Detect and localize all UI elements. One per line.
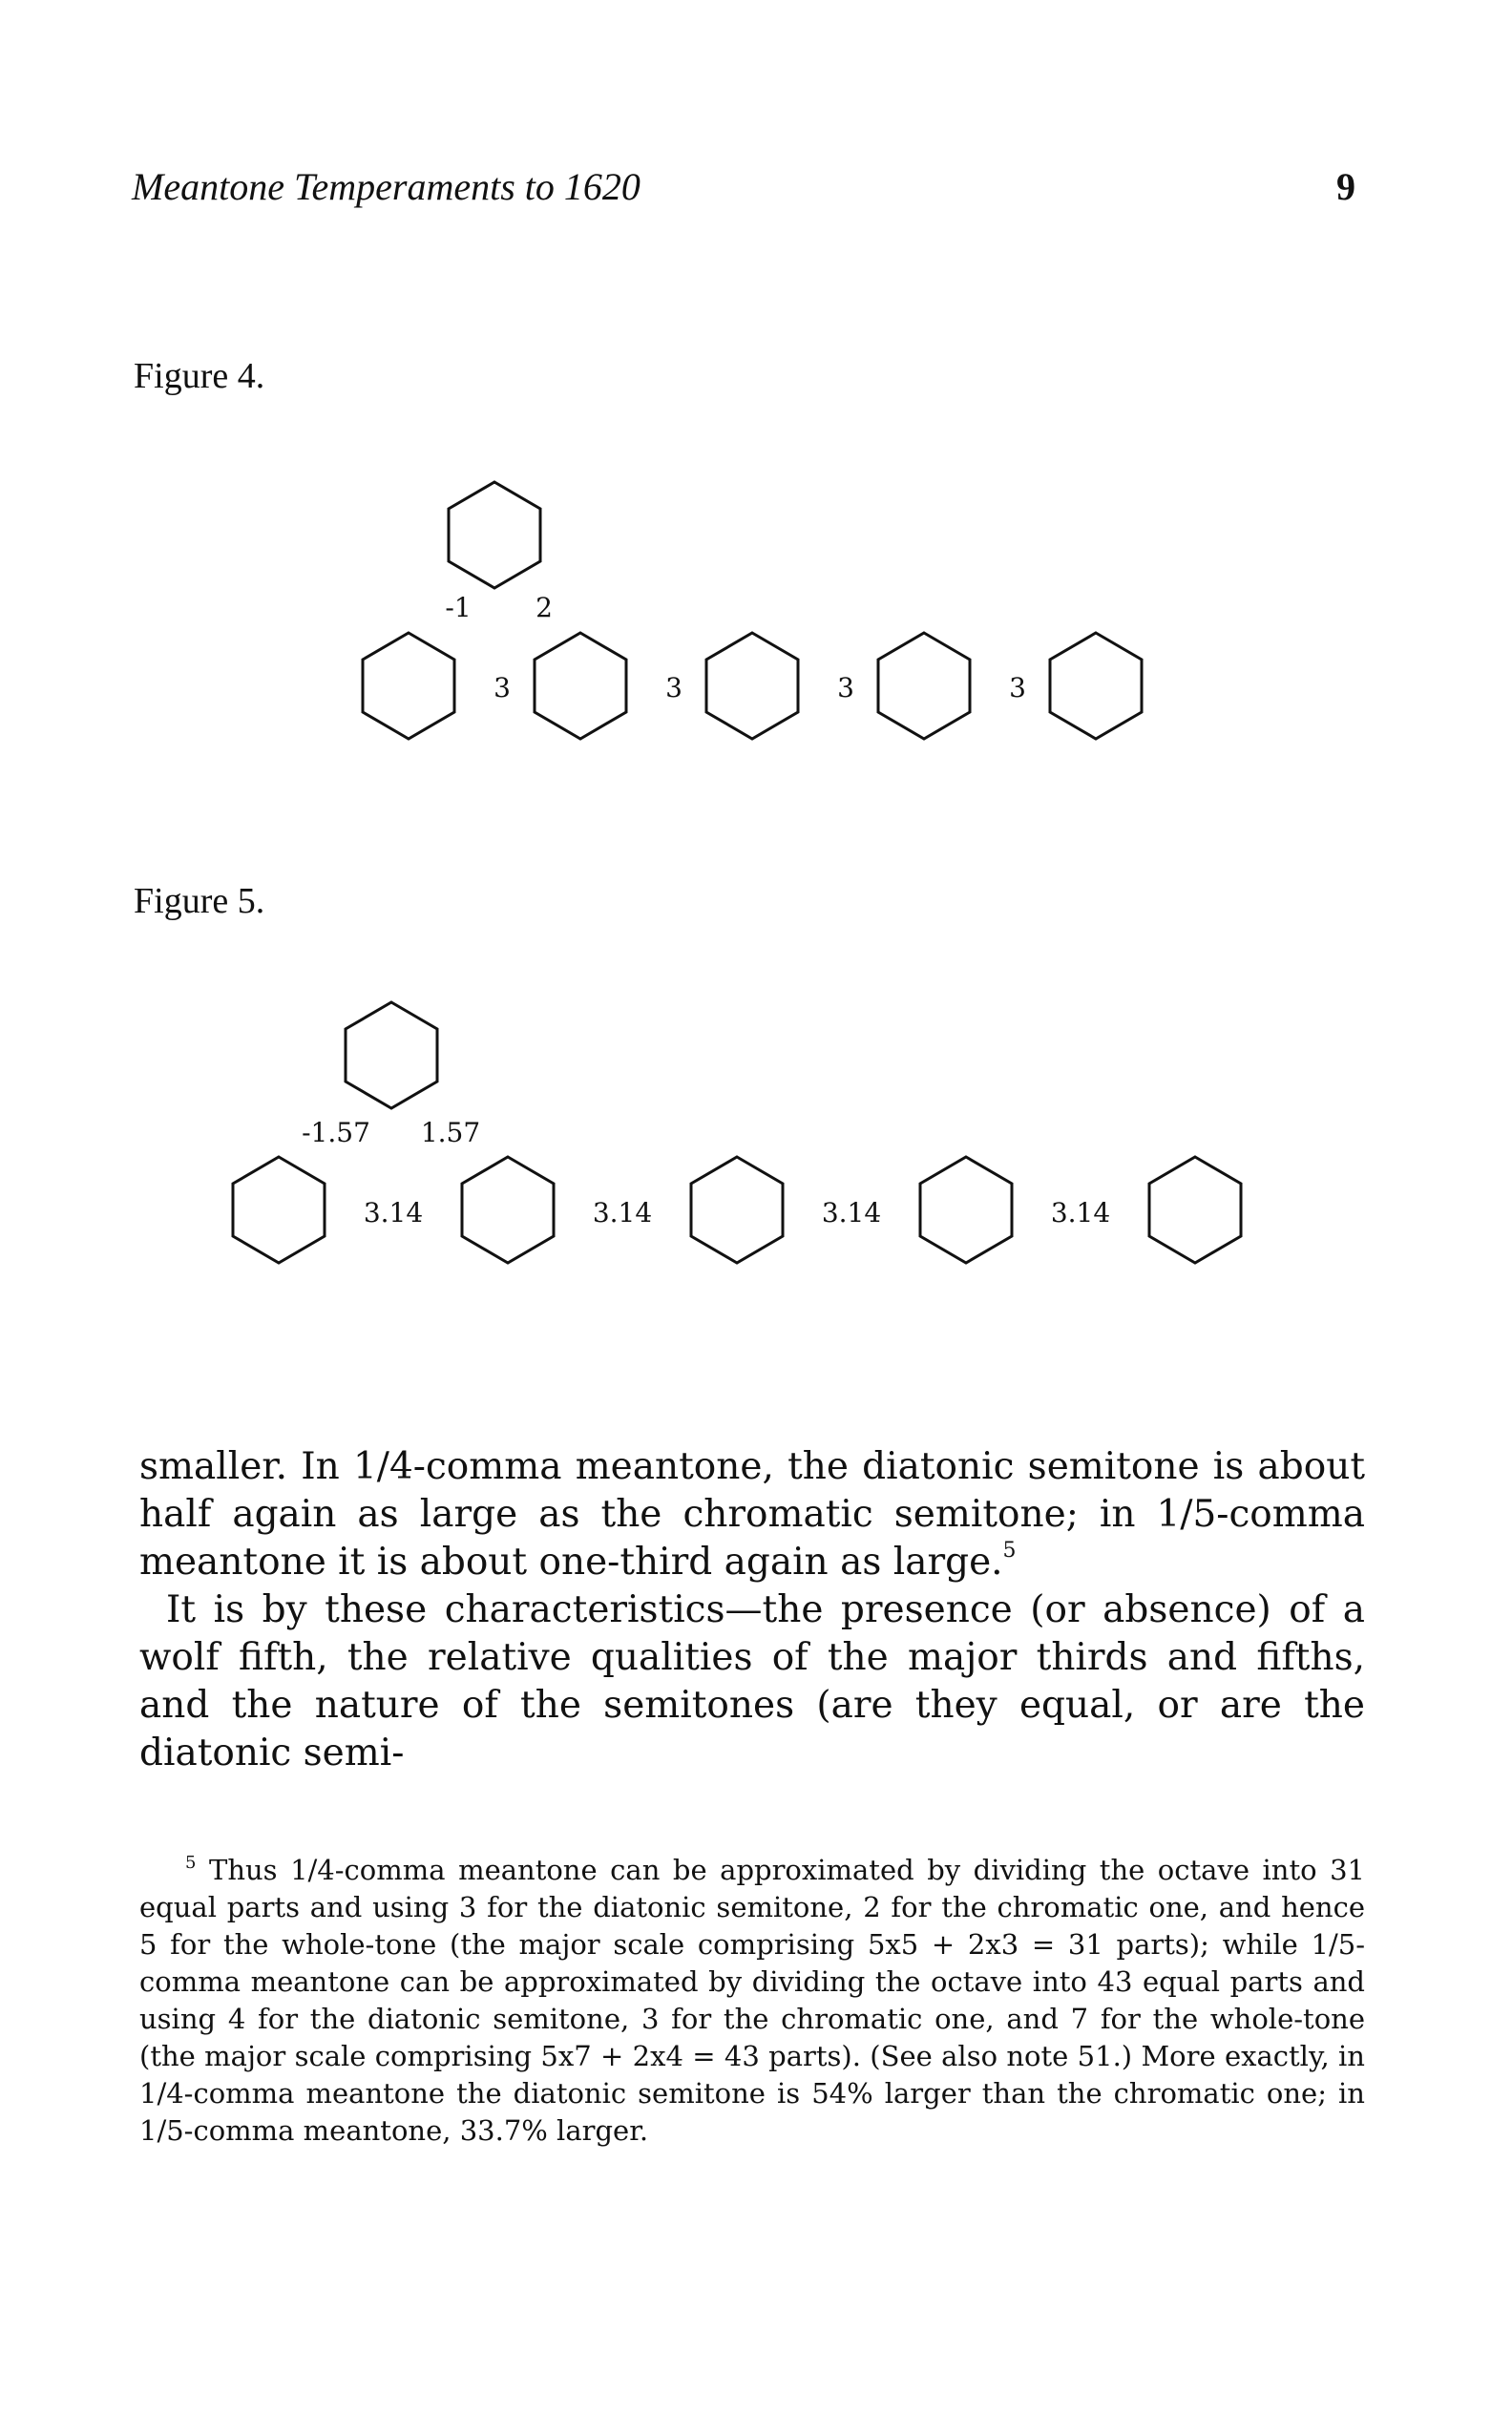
page-number: 9 — [1336, 165, 1355, 208]
figure-5-diagram — [0, 983, 1512, 1298]
figure-4-label: Figure 4. — [134, 356, 265, 396]
paragraph-1-text: smaller. In 1/4-comma meantone, the diatonic semitone is about half again as large as the chromatic semitone; in 1/5-comma meantone it is about one-third again as large. — [139, 1445, 1365, 1584]
footnote-reference[interactable]: 5 — [1002, 1539, 1017, 1563]
hexagon-4 — [878, 633, 970, 739]
interval-label-3: 3 — [837, 672, 854, 704]
hexagon-4 — [920, 1157, 1012, 1263]
footnote-marker: 5 — [185, 1853, 197, 1873]
hexagon-3 — [706, 633, 798, 739]
hexagon-1 — [233, 1157, 325, 1263]
footnote-text: Thus 1/4-comma meantone can be approximated by dividing the octave into 31 equal parts and using 3 for the diatonic semitone, 2 for the chromatic one, and hence 5 for the whole-tone (the major scale comprising 5x5 + 2x3 = 31 parts); while 1/5-comma meantone can be approximated by dividing the octave into 43 equal parts and using 4 for the diatonic semitone, 3 for the chromatic one, and 7 for the whole-tone (the major scale comprising 5x7 + 2x4 = 43 parts). (See also note 51.) More exactly, in 1/4-comma meantone the diatonic semitone is 54% larger than the chromatic one; in 1/5-comma meantone, 33.7% larger. — [139, 1854, 1366, 2147]
hexagon-3 — [691, 1157, 783, 1263]
label-upper-right: 1.57 — [420, 1117, 481, 1148]
interval-label-4: 3.14 — [1050, 1197, 1111, 1228]
label-upper-left: -1 — [445, 592, 472, 623]
interval-label-2: 3.14 — [592, 1197, 653, 1228]
hexagon-top — [449, 482, 540, 588]
hexagon-top — [346, 1002, 437, 1108]
interval-label-3: 3.14 — [821, 1197, 882, 1228]
hexagon-2 — [462, 1157, 554, 1263]
hexagon-2 — [535, 633, 626, 739]
body-text — [139, 1443, 1365, 1777]
running-header-title: Meantone Temperaments to 1620 — [132, 165, 640, 208]
interval-label-1: 3.14 — [363, 1197, 424, 1228]
paragraph-2: It is by these characteristics—the presence (or absence) of a wolf fifth, the relative qualities of the major thirds and fifths, and the nature of the semitones (are they equal, or are the diatonic semi- — [139, 1588, 1365, 1774]
interval-label-2: 3 — [665, 672, 682, 704]
paragraph-1 — [139, 1443, 1365, 1586]
interval-label-4: 3 — [1009, 672, 1026, 704]
interval-label-1: 3 — [494, 672, 511, 704]
hexagon-5 — [1050, 633, 1142, 739]
figure-4-diagram — [0, 458, 1512, 773]
label-upper-right: 2 — [536, 592, 553, 623]
figure-5-label: Figure 5. — [134, 881, 265, 921]
hexagon-1 — [363, 633, 454, 739]
footnote-5 — [139, 1852, 1365, 2150]
hexagon-5 — [1149, 1157, 1241, 1263]
label-upper-left: -1.57 — [302, 1117, 370, 1148]
footnote — [139, 1852, 1365, 2150]
